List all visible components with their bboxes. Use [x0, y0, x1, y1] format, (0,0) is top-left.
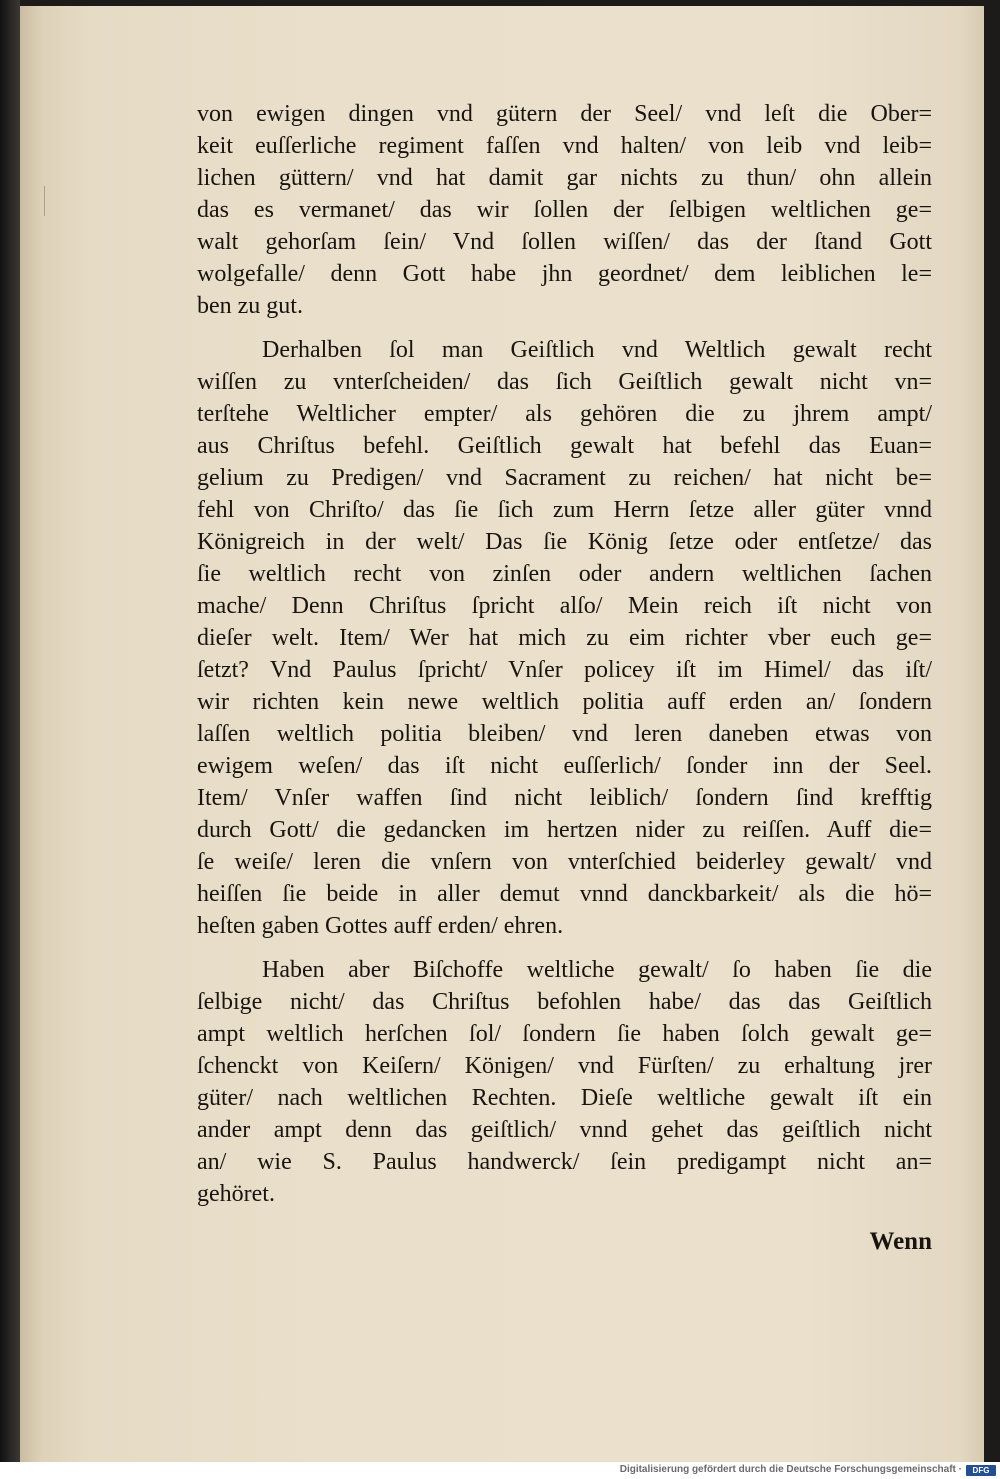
text-line: Königreich in der welt/ Das ſie König ſetze oder entſetze/ das	[197, 529, 932, 555]
book-page	[20, 6, 984, 1462]
dfg-logo: DFG	[966, 1465, 996, 1476]
text-line: ſchenckt von Keiſern/ Königen/ vnd Fürſten/ zu erhaltung jrer	[197, 1053, 932, 1079]
text-line: wir richten kein newe weltlich politia auff erden an/ ſondern	[197, 689, 932, 715]
text-line: Derhalben ſol man Geiſtlich vnd Weltlich gewalt recht	[262, 337, 932, 363]
text-line: durch Gott/ die gedancken im hertzen nider zu reiſſen. Auff die=	[197, 817, 932, 843]
text-line: wiſſen zu vnterſcheiden/ das ſich Geiſtlich gewalt nicht vn=	[197, 369, 932, 395]
digitization-footer	[0, 1462, 1000, 1479]
paragraph-1	[197, 98, 932, 322]
text-line: ander ampt denn das geiſtlich/ vnnd gehet das geiſtlich nicht	[197, 1117, 932, 1143]
text-line: ſie weltlich recht von zinſen oder andern weltlichen ſachen	[197, 561, 932, 587]
text-line: güter/ nach weltlichen Rechten. Dieſe weltliche gewalt iſt ein	[197, 1085, 932, 1111]
gutter-mark	[44, 186, 45, 216]
text-line: fehl von Chriſto/ das ſie ſich zum Herrn ſetze aller güter vnnd	[197, 497, 932, 523]
text-line: ewigem weſen/ das iſt nicht euſſerlich/ ſonder inn der Seel.	[197, 753, 932, 779]
paragraph-3	[197, 954, 932, 1210]
text-line: laſſen weltlich politia bleiben/ vnd leren daneben etwas von	[197, 721, 932, 747]
catchword: Wenn	[869, 1228, 932, 1255]
footer-credit: Digitalisierung gefördert durch die Deutsche Forschungsgemeinschaft ·	[619, 1464, 962, 1475]
text-line: von ewigen dingen vnd gütern der Seel/ vnd leſt die Ober=	[197, 101, 932, 127]
paragraph-2	[197, 334, 932, 942]
text-line: terſtehe Weltlicher empter/ als gehören die zu jhrem ampt/	[197, 401, 932, 427]
text-line: Haben aber Biſchoffe weltliche gewalt/ ſo haben ſie die	[262, 957, 932, 983]
text-line: an/ wie S. Paulus handwerck/ ſein predigampt nicht an=	[197, 1149, 932, 1175]
text-line: gelium zu Predigen/ vnd Sacrament zu reichen/ hat nicht be=	[197, 465, 932, 491]
text-line: aus Chriſtus befehl. Geiſtlich gewalt hat befehl das Euan=	[197, 433, 932, 459]
text-line: walt gehorſam ſein/ Vnd ſollen wiſſen/ das der ſtand Gott	[197, 229, 932, 255]
text-line: keit euſſerliche regiment faſſen vnd halten/ von leib vnd leib=	[197, 133, 932, 159]
text-line: das es vermanet/ das wir ſollen der ſelbigen weltlichen ge=	[197, 197, 932, 223]
text-line: heiſſen ſie beide in aller demut vnnd danckbarkeit/ als die hö=	[197, 881, 932, 907]
text-line: ſelbige nicht/ das Chriſtus befohlen habe/ das das Geiſtlich	[197, 989, 932, 1015]
text-line: gehöret.	[197, 1181, 275, 1207]
text-line: ſetzt? Vnd Paulus ſpricht/ Vnſer policey iſt im Himel/ das iſt/	[197, 657, 932, 683]
text-line: dieſer welt. Item/ Wer hat mich zu eim richter vber euch ge=	[197, 625, 932, 651]
text-line: mache/ Denn Chriſtus ſpricht alſo/ Mein reich iſt nicht von	[197, 593, 932, 619]
text-line: Item/ Vnſer waffen ſind nicht leiblich/ ſondern ſind krefftig	[197, 785, 932, 811]
text-line: lichen güttern/ vnd hat damit gar nichts zu thun/ ohn allein	[197, 165, 932, 191]
text-block	[197, 98, 932, 1258]
text-line: ampt weltlich herſchen ſol/ ſondern ſie haben ſolch gewalt ge=	[197, 1021, 932, 1047]
text-line: heſten gaben Gottes auff erden/ ehren.	[197, 913, 564, 939]
text-line: wolgefalle/ denn Gott habe jhn geordnet/ dem leiblichen le=	[197, 261, 932, 287]
text-line: ſe weiſe/ leren die vnſern von vnterſchied beiderley gewalt/ vnd	[197, 849, 932, 875]
text-line: ben zu gut.	[197, 293, 303, 319]
scan-border-left	[0, 0, 20, 1463]
